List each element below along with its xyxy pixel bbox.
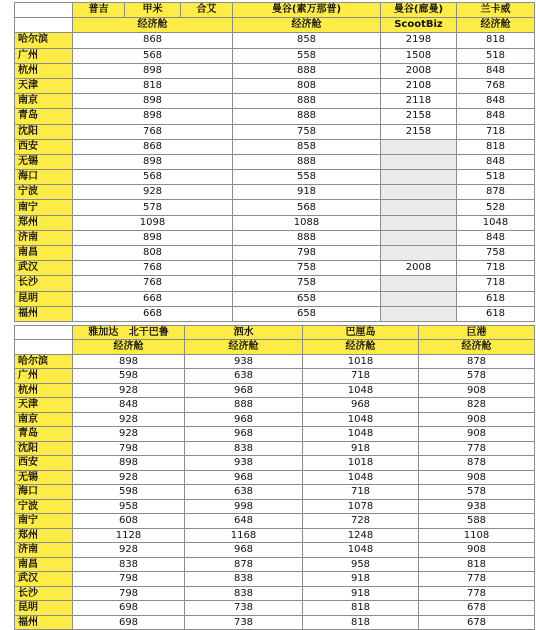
fare-table-indonesia <box>14 325 535 630</box>
cabin-label: 经济舱 <box>303 340 419 355</box>
table-row <box>15 514 535 529</box>
dest-bali: 巴厘岛 <box>303 325 419 340</box>
fare-palembang: 588 <box>419 514 535 529</box>
dest-phuket: 普吉 <box>73 3 125 18</box>
fare-langkawi: 618 <box>457 306 535 321</box>
table-row <box>15 572 535 587</box>
fare-langkawi: 718 <box>457 261 535 276</box>
origin-city: 南京 <box>15 94 73 109</box>
table-row <box>15 291 535 306</box>
fare-bangkok-donmueang-scootbiz <box>381 291 457 306</box>
origin-city: 广州 <box>15 48 73 63</box>
fare-bali: 718 <box>303 369 419 384</box>
cabin-label: 经济舱 <box>457 18 535 33</box>
cabin-header-row <box>15 340 535 355</box>
fare-jakarta-pekanbaru: 598 <box>73 485 185 500</box>
fare-palembang: 908 <box>419 383 535 398</box>
origin-city: 沈阳 <box>15 441 73 456</box>
fare-surabaya: 738 <box>185 601 303 616</box>
fare-phuket-krabi-hatyai: 768 <box>73 276 233 291</box>
fare-palembang: 578 <box>419 485 535 500</box>
fare-surabaya: 888 <box>185 398 303 413</box>
fare-palembang: 578 <box>419 369 535 384</box>
origin-city: 昆明 <box>15 291 73 306</box>
fare-langkawi: 518 <box>457 170 535 185</box>
table-row <box>15 499 535 514</box>
fare-bali: 958 <box>303 557 419 572</box>
fare-palembang: 908 <box>419 412 535 427</box>
origin-city: 郑州 <box>15 215 73 230</box>
fare-jakarta-pekanbaru: 798 <box>73 572 185 587</box>
table-row <box>15 485 535 500</box>
fare-bali: 1048 <box>303 383 419 398</box>
fare-bangkok-donmueang-scootbiz <box>381 246 457 261</box>
fare-surabaya: 638 <box>185 485 303 500</box>
corner-cell <box>15 18 73 33</box>
fare-jakarta-pekanbaru: 598 <box>73 369 185 384</box>
fare-palembang: 878 <box>419 354 535 369</box>
origin-city: 武汉 <box>15 572 73 587</box>
origin-city: 西安 <box>15 456 73 471</box>
fare-phuket-krabi-hatyai: 898 <box>73 63 233 78</box>
fare-bangkok-suvarnabhumi: 558 <box>233 48 381 63</box>
fare-bali: 818 <box>303 615 419 630</box>
origin-city: 南昌 <box>15 557 73 572</box>
fare-bangkok-suvarnabhumi: 658 <box>233 291 381 306</box>
fare-bangkok-donmueang-scootbiz <box>381 215 457 230</box>
fare-surabaya: 968 <box>185 427 303 442</box>
fare-bali: 968 <box>303 398 419 413</box>
fare-bali: 1248 <box>303 528 419 543</box>
fare-bangkok-suvarnabhumi: 558 <box>233 170 381 185</box>
fare-jakarta-pekanbaru: 698 <box>73 601 185 616</box>
origin-city: 青岛 <box>15 427 73 442</box>
fare-phuket-krabi-hatyai: 898 <box>73 109 233 124</box>
fare-phuket-krabi-hatyai: 898 <box>73 154 233 169</box>
fare-phuket-krabi-hatyai: 568 <box>73 170 233 185</box>
airline-header-row <box>15 3 535 18</box>
fare-bali: 718 <box>303 485 419 500</box>
fare-jakarta-pekanbaru: 608 <box>73 514 185 529</box>
fare-bangkok-suvarnabhumi: 758 <box>233 276 381 291</box>
corner-cell <box>15 325 73 340</box>
fare-palembang: 908 <box>419 543 535 558</box>
fare-surabaya: 968 <box>185 543 303 558</box>
dest-langkawi: 兰卡威 <box>457 3 535 18</box>
fare-jakarta-pekanbaru: 698 <box>73 615 185 630</box>
table-row <box>15 306 535 321</box>
origin-city: 福州 <box>15 306 73 321</box>
table-row <box>15 427 535 442</box>
origin-city: 海口 <box>15 485 73 500</box>
fare-bangkok-suvarnabhumi: 798 <box>233 246 381 261</box>
origin-city: 福州 <box>15 615 73 630</box>
fare-phuket-krabi-hatyai: 868 <box>73 33 233 48</box>
origin-city: 南昌 <box>15 246 73 261</box>
origin-city: 哈尔滨 <box>15 354 73 369</box>
table-row <box>15 215 535 230</box>
fare-bali: 918 <box>303 586 419 601</box>
fare-jakarta-pekanbaru: 838 <box>73 557 185 572</box>
fare-bangkok-donmueang-scootbiz <box>381 139 457 154</box>
fare-palembang: 908 <box>419 470 535 485</box>
fare-bali: 1048 <box>303 427 419 442</box>
origin-city: 南宁 <box>15 200 73 215</box>
fare-bangkok-donmueang-scootbiz: 2118 <box>381 94 457 109</box>
fare-phuket-krabi-hatyai: 578 <box>73 200 233 215</box>
fare-bangkok-suvarnabhumi: 658 <box>233 306 381 321</box>
table-row <box>15 543 535 558</box>
table-row <box>15 124 535 139</box>
fare-bangkok-donmueang-scootbiz: 2158 <box>381 124 457 139</box>
table-row <box>15 109 535 124</box>
dest-hatyai: 合艾 <box>181 3 233 18</box>
origin-city: 沈阳 <box>15 124 73 139</box>
origin-city: 无锡 <box>15 470 73 485</box>
origin-city: 郑州 <box>15 528 73 543</box>
fare-palembang: 818 <box>419 557 535 572</box>
fare-bangkok-donmueang-scootbiz <box>381 185 457 200</box>
fare-phuket-krabi-hatyai: 898 <box>73 230 233 245</box>
fare-langkawi: 818 <box>457 139 535 154</box>
fare-langkawi: 768 <box>457 78 535 93</box>
fare-bangkok-donmueang-scootbiz <box>381 154 457 169</box>
fare-jakarta-pekanbaru: 898 <box>73 354 185 369</box>
fare-surabaya: 998 <box>185 499 303 514</box>
origin-city: 武汉 <box>15 261 73 276</box>
fare-phuket-krabi-hatyai: 768 <box>73 261 233 276</box>
table-row <box>15 586 535 601</box>
fare-bali: 1018 <box>303 456 419 471</box>
fare-langkawi: 848 <box>457 230 535 245</box>
table-row <box>15 200 535 215</box>
origin-city: 南京 <box>15 412 73 427</box>
cabin-label: 经济舱 <box>419 340 535 355</box>
fare-jakarta-pekanbaru: 798 <box>73 441 185 456</box>
cabin-header-row <box>15 18 535 33</box>
table-row <box>15 63 535 78</box>
airline-header-row <box>15 325 535 340</box>
fare-bangkok-suvarnabhumi: 568 <box>233 200 381 215</box>
fare-bangkok-suvarnabhumi: 858 <box>233 139 381 154</box>
fare-langkawi: 718 <box>457 276 535 291</box>
origin-city: 广州 <box>15 369 73 384</box>
fare-phuket-krabi-hatyai: 668 <box>73 291 233 306</box>
table-row <box>15 470 535 485</box>
fare-surabaya: 838 <box>185 441 303 456</box>
fare-bangkok-donmueang-scootbiz: 2198 <box>381 33 457 48</box>
fare-palembang: 828 <box>419 398 535 413</box>
table-row <box>15 33 535 48</box>
fare-bangkok-donmueang-scootbiz <box>381 276 457 291</box>
origin-city: 青岛 <box>15 109 73 124</box>
origin-city: 天津 <box>15 78 73 93</box>
fare-surabaya: 938 <box>185 354 303 369</box>
fare-jakarta-pekanbaru: 928 <box>73 543 185 558</box>
table-row <box>15 615 535 630</box>
table-row <box>15 528 535 543</box>
table-row <box>15 601 535 616</box>
fare-surabaya: 968 <box>185 383 303 398</box>
fare-bangkok-donmueang-scootbiz: 1508 <box>381 48 457 63</box>
fare-sheet <box>14 2 534 630</box>
fare-bangkok-suvarnabhumi: 1088 <box>233 215 381 230</box>
fare-table-thailand-malaysia <box>14 2 535 322</box>
fare-phuket-krabi-hatyai: 668 <box>73 306 233 321</box>
corner-cell <box>15 3 73 18</box>
fare-phuket-krabi-hatyai: 808 <box>73 246 233 261</box>
fare-bali: 728 <box>303 514 419 529</box>
table-row <box>15 154 535 169</box>
fare-bangkok-donmueang-scootbiz <box>381 230 457 245</box>
fare-bangkok-suvarnabhumi: 888 <box>233 94 381 109</box>
fare-jakarta-pekanbaru: 1128 <box>73 528 185 543</box>
origin-city: 无锡 <box>15 154 73 169</box>
fare-phuket-krabi-hatyai: 868 <box>73 139 233 154</box>
fare-bangkok-suvarnabhumi: 918 <box>233 185 381 200</box>
corner-cell <box>15 340 73 355</box>
table-row <box>15 78 535 93</box>
fare-palembang: 908 <box>419 427 535 442</box>
cabin-label: 经济舱 <box>233 18 381 33</box>
origin-city: 杭州 <box>15 383 73 398</box>
dest-krabi: 甲米 <box>125 3 181 18</box>
fare-bangkok-suvarnabhumi: 858 <box>233 33 381 48</box>
fare-bali: 818 <box>303 601 419 616</box>
fare-bangkok-donmueang-scootbiz <box>381 170 457 185</box>
fare-langkawi: 878 <box>457 185 535 200</box>
fare-palembang: 938 <box>419 499 535 514</box>
table-row <box>15 48 535 63</box>
table-row <box>15 261 535 276</box>
fare-palembang: 678 <box>419 601 535 616</box>
cabin-label: 经济舱 <box>185 340 303 355</box>
cabin-label: 经济舱 <box>73 18 233 33</box>
fare-phuket-krabi-hatyai: 818 <box>73 78 233 93</box>
origin-city: 宁波 <box>15 499 73 514</box>
dest-bangkok-suvarnabhumi: 曼谷(素万那普) <box>233 3 381 18</box>
origin-city: 昆明 <box>15 601 73 616</box>
fare-bangkok-suvarnabhumi: 888 <box>233 230 381 245</box>
fare-bangkok-suvarnabhumi: 758 <box>233 261 381 276</box>
fare-jakarta-pekanbaru: 928 <box>73 427 185 442</box>
dest-jakarta-pekanbaru <box>73 325 185 340</box>
origin-city: 长沙 <box>15 586 73 601</box>
table-row <box>15 412 535 427</box>
fare-jakarta-pekanbaru: 798 <box>73 586 185 601</box>
table-row <box>15 139 535 154</box>
fare-bangkok-donmueang-scootbiz <box>381 200 457 215</box>
dest-palembang: 巨港 <box>419 325 535 340</box>
fare-surabaya: 838 <box>185 586 303 601</box>
fare-palembang: 778 <box>419 441 535 456</box>
fare-phuket-krabi-hatyai: 1098 <box>73 215 233 230</box>
fare-bali: 1048 <box>303 412 419 427</box>
table-row <box>15 456 535 471</box>
fare-surabaya: 878 <box>185 557 303 572</box>
fare-bangkok-suvarnabhumi: 888 <box>233 63 381 78</box>
dest-pekanbaru: 北干巴鲁 <box>128 326 169 338</box>
fare-bali: 1048 <box>303 543 419 558</box>
fare-langkawi: 718 <box>457 124 535 139</box>
fare-langkawi: 848 <box>457 94 535 109</box>
fare-bali: 1048 <box>303 470 419 485</box>
cabin-label: 经济舱 <box>73 340 185 355</box>
fare-langkawi: 848 <box>457 109 535 124</box>
fare-palembang: 778 <box>419 586 535 601</box>
fare-surabaya: 938 <box>185 456 303 471</box>
fare-langkawi: 518 <box>457 48 535 63</box>
fare-bangkok-donmueang-scootbiz: 2158 <box>381 109 457 124</box>
origin-city: 哈尔滨 <box>15 33 73 48</box>
table-row <box>15 441 535 456</box>
fare-surabaya: 638 <box>185 369 303 384</box>
fare-phuket-krabi-hatyai: 768 <box>73 124 233 139</box>
dest-bangkok-donmueang: 曼谷(廊曼) <box>381 3 457 18</box>
table-row <box>15 369 535 384</box>
fare-palembang: 878 <box>419 456 535 471</box>
fare-bangkok-suvarnabhumi: 888 <box>233 109 381 124</box>
fare-langkawi: 1048 <box>457 215 535 230</box>
dest-jakarta: 雅加达 <box>88 326 119 338</box>
origin-city: 杭州 <box>15 63 73 78</box>
fare-langkawi: 618 <box>457 291 535 306</box>
table-row <box>15 246 535 261</box>
fare-langkawi: 818 <box>457 33 535 48</box>
fare-bangkok-donmueang-scootbiz: 2008 <box>381 261 457 276</box>
fare-bangkok-suvarnabhumi: 888 <box>233 154 381 169</box>
fare-phuket-krabi-hatyai: 898 <box>73 94 233 109</box>
origin-city: 西安 <box>15 139 73 154</box>
fare-bali: 918 <box>303 572 419 587</box>
fare-langkawi: 848 <box>457 154 535 169</box>
fare-langkawi: 848 <box>457 63 535 78</box>
fare-bali: 1078 <box>303 499 419 514</box>
fare-bangkok-suvarnabhumi: 758 <box>233 124 381 139</box>
origin-city: 济南 <box>15 230 73 245</box>
fare-jakarta-pekanbaru: 928 <box>73 470 185 485</box>
fare-bali: 1018 <box>303 354 419 369</box>
fare-jakarta-pekanbaru: 898 <box>73 456 185 471</box>
fare-jakarta-pekanbaru: 848 <box>73 398 185 413</box>
table-row <box>15 398 535 413</box>
origin-city: 南宁 <box>15 514 73 529</box>
fare-bangkok-donmueang-scootbiz <box>381 306 457 321</box>
table-row <box>15 230 535 245</box>
table-row <box>15 276 535 291</box>
scootbiz-label: ScootBiz <box>381 18 457 33</box>
fare-surabaya: 648 <box>185 514 303 529</box>
table-row <box>15 557 535 572</box>
table-row <box>15 185 535 200</box>
table-row <box>15 94 535 109</box>
origin-city: 长沙 <box>15 276 73 291</box>
fare-surabaya: 838 <box>185 572 303 587</box>
fare-jakarta-pekanbaru: 928 <box>73 383 185 398</box>
fare-surabaya: 1168 <box>185 528 303 543</box>
fare-jakarta-pekanbaru: 958 <box>73 499 185 514</box>
fare-langkawi: 758 <box>457 246 535 261</box>
fare-bangkok-donmueang-scootbiz: 2008 <box>381 63 457 78</box>
origin-city: 宁波 <box>15 185 73 200</box>
dest-surabaya: 泗水 <box>185 325 303 340</box>
table-row <box>15 170 535 185</box>
origin-city: 海口 <box>15 170 73 185</box>
fare-phuket-krabi-hatyai: 568 <box>73 48 233 63</box>
fare-bangkok-suvarnabhumi: 808 <box>233 78 381 93</box>
fare-palembang: 778 <box>419 572 535 587</box>
fare-palembang: 678 <box>419 615 535 630</box>
origin-city: 天津 <box>15 398 73 413</box>
fare-bali: 918 <box>303 441 419 456</box>
fare-palembang: 1108 <box>419 528 535 543</box>
fare-phuket-krabi-hatyai: 928 <box>73 185 233 200</box>
fare-langkawi: 528 <box>457 200 535 215</box>
origin-city: 济南 <box>15 543 73 558</box>
table-row <box>15 354 535 369</box>
fare-surabaya: 738 <box>185 615 303 630</box>
fare-bangkok-donmueang-scootbiz: 2108 <box>381 78 457 93</box>
fare-surabaya: 968 <box>185 412 303 427</box>
table-row <box>15 383 535 398</box>
fare-jakarta-pekanbaru: 928 <box>73 412 185 427</box>
fare-surabaya: 968 <box>185 470 303 485</box>
